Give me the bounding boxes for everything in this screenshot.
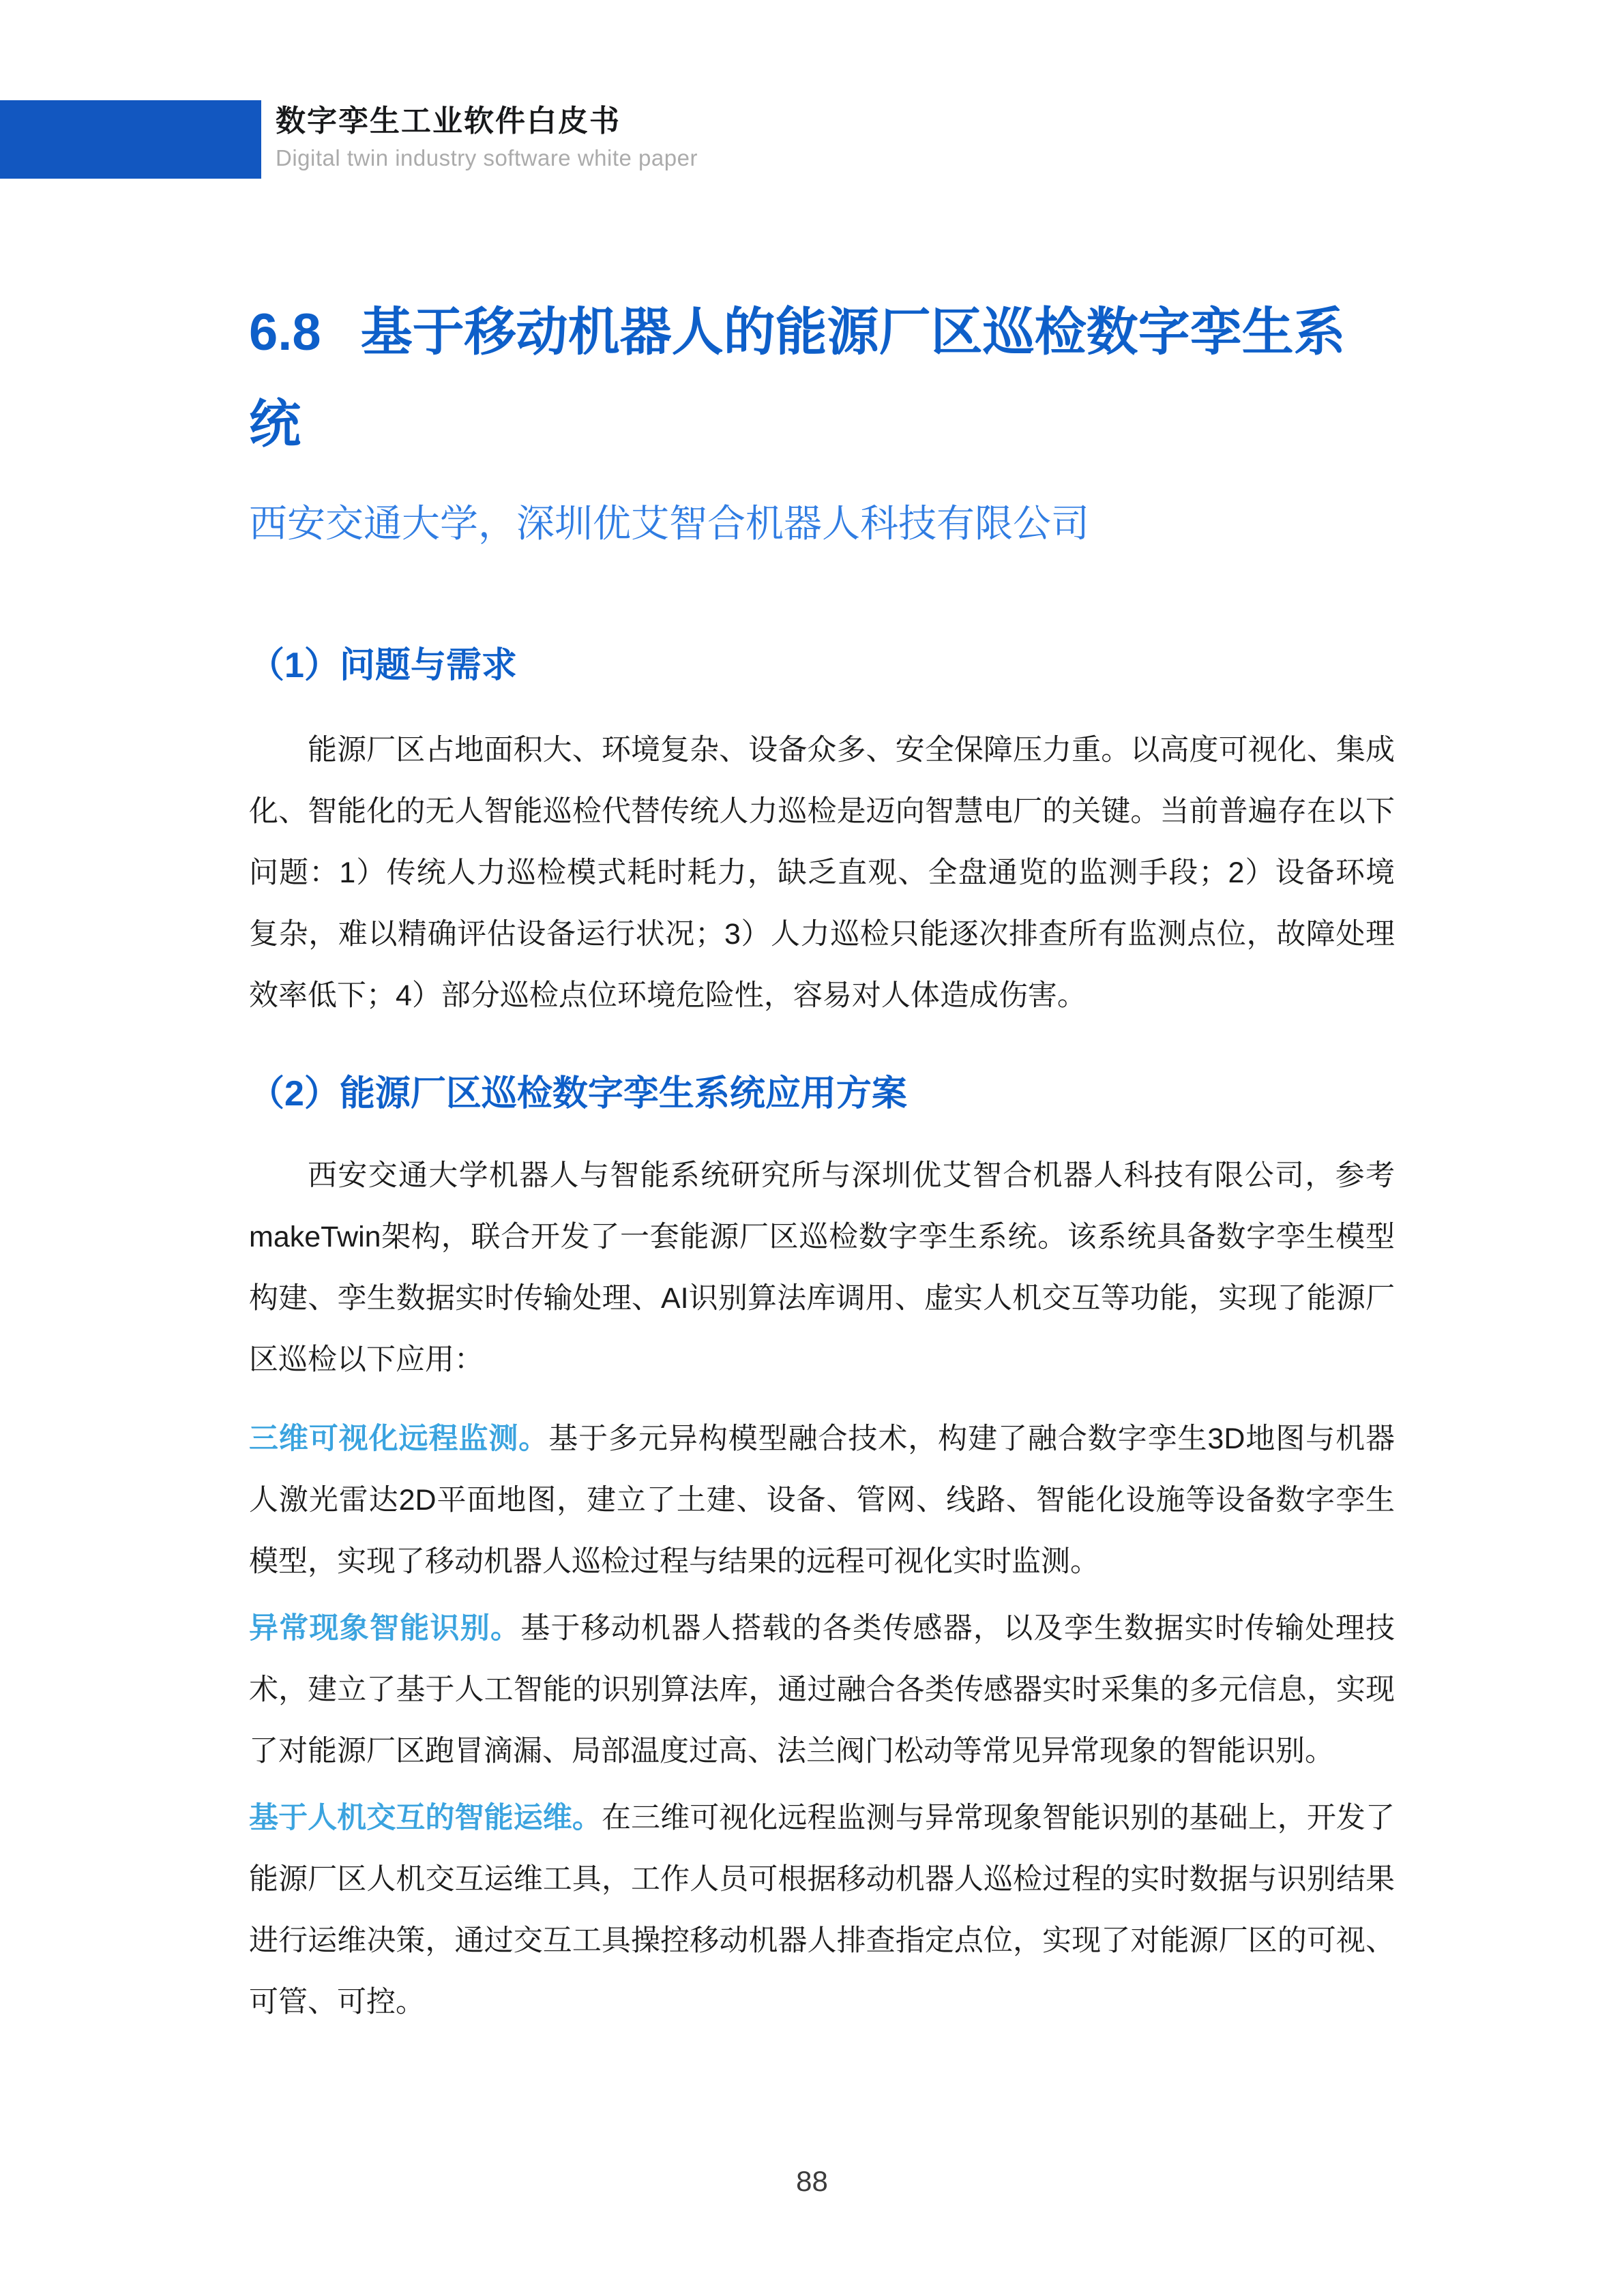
header-title-en: Digital twin industry software white paper xyxy=(276,145,698,170)
section-title-text: 基于移动机器人的能源厂区巡检数字孪生系统 xyxy=(249,303,1346,453)
section-heading xyxy=(249,286,1354,471)
paragraph-solution-intro: 西安交通大学机器人与智能系统研究所与深圳优艾智合机器人科技有限公司，参考makeTwin架构，联合开发了一套能源厂区巡检数字孪生系统。该系统具备数字孪生模型构建、孪生数据实时传输处理、AI识别算法库调用、虚实人机交互等功能，实现了能源厂区巡检以下应用： xyxy=(249,1159,1395,1376)
feature-body-1: 基于多元异构模型融合技术，构建了融合数字孪生3D地图与机器人激光雷达2D平面地图，建立了土建、设备、管网、线路、智能化设施等设备数字孪生模型，实现了移动机器人巡检过程与结果的远程可视化实时监测。 xyxy=(249,1422,1396,1578)
feature-paragraph-3 xyxy=(249,1787,1395,2033)
section-number: 6.8 xyxy=(249,303,321,361)
subsection-heading-2: （2）能源厂区巡检数字孪生系统应用方案 xyxy=(249,1074,907,1114)
feature-lead-1: 三维可视化远程监测。 xyxy=(249,1422,549,1455)
feature-paragraph-1 xyxy=(249,1408,1395,1592)
authors-line: 西安交通大学，深圳优艾智合机器人科技有限公司 xyxy=(249,502,1089,545)
feature-body-2: 基于移动机器人搭载的各类传感器，以及孪生数据实时传输处理技术，建立了基于人工智能的识别算法库，通过融合各类传感器实时采集的多元信息，实现了对能源厂区跑冒滴漏、局部温度过高、法兰阀门松动等常见异常现象的智能识别。 xyxy=(249,1612,1396,1768)
feature-lead-2: 异常现象智能识别。 xyxy=(249,1612,521,1645)
header-title-zh: 数字孪生工业软件白皮书 xyxy=(276,104,621,138)
header-accent-bar xyxy=(0,100,261,179)
feature-lead-3: 基于人机交互的智能运维。 xyxy=(249,1802,602,1834)
paragraph-problems: 能源厂区占地面积大、环境复杂、设备众多、安全保障压力重。以高度可视化、集成化、智能化的无人智能巡检代替传统人力巡检是迈向智慧电厂的关键。当前普遍存在以下问题：1）传统人力巡检模式耗时耗力，缺乏直观、全盘通览的监测手段；2）设备环境复杂，难以精确评估设备运行状况；3）人力巡检只能逐次排查所有监测点位，故障处理效率低下；4）部分巡检点位环境危险性，容易对人体造成伤害。 xyxy=(249,734,1395,1012)
feature-body-3: 在三维可视化远程监测与异常现象智能识别的基础上，开发了能源厂区人机交互运维工具，工作人员可根据移动机器人巡检过程的实时数据与识别结果进行运维决策，通过交互工具操控移动机器人排查指定点位，实现了对能源厂区的可视、可管、可控。 xyxy=(249,1802,1396,2018)
main-content xyxy=(249,0,1395,2033)
feature-paragraph-2 xyxy=(249,1598,1395,1782)
page-number: 88 xyxy=(796,2165,828,2197)
subsection-heading-1: （1）问题与需求 xyxy=(249,646,517,685)
